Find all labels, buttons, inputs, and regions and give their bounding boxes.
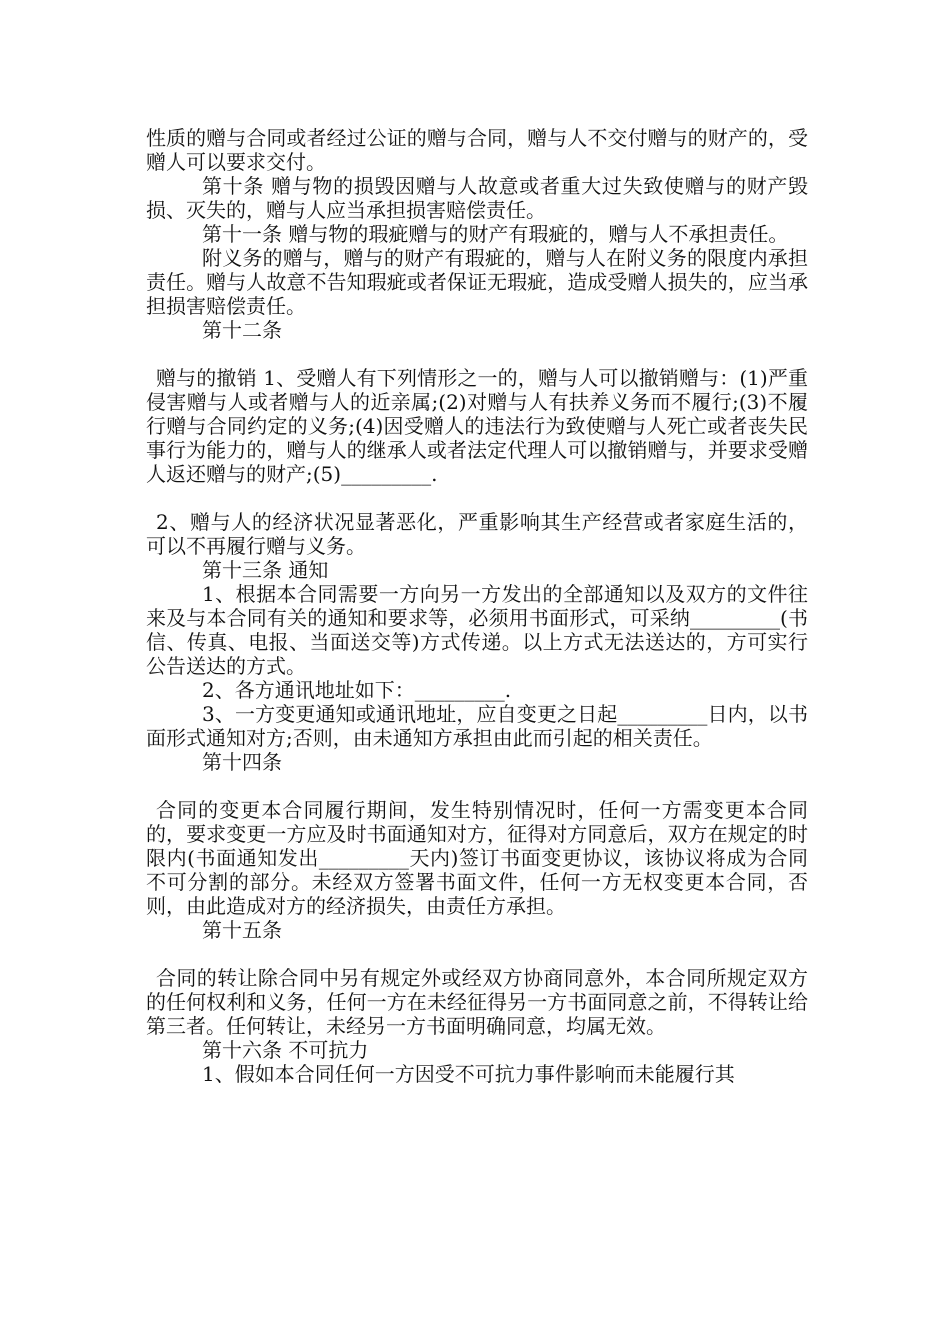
article-15-heading: 第十五条 [202,918,282,942]
article-12-clause-1: 赠与的撤销 1、受赠人有下列情形之一的，赠与人可以撤销赠与：(1)严重侵害赠与人或者赠与人的近亲属;(2)对赠与人有扶养义务而不履行;(3)不履行赠与合同约定的义务;(4)因受赠人的违法行为致使赠与人死亡或者丧失民事行为能力的，赠与人的继承人或者法定代理人可以撤销赠与，并要求受赠人返还赠与的财产;(5)_________. [146,366,808,486]
article-14-heading: 第十四条 [202,750,282,774]
article-13-heading: 第十三条 通知 [202,558,329,582]
article-11-paragraph-2: 附义务的赠与，赠与的财产有瑕疵的，赠与人在附义务的限度内承担责任。赠与人故意不告知瑕疵或者保证无瑕疵，造成受赠人损失的，应当承担损害赔偿责任。 [146,246,808,318]
spacer [146,942,808,966]
spacer [146,342,808,366]
article-16-heading: 第十六条 不可抗力 [202,1038,369,1062]
article-11: 第十一条 赠与物的瑕疵赠与的财产有瑕疵的，赠与人不承担责任。 [202,222,789,246]
spacer [146,486,808,510]
article-14-body: 合同的变更本合同履行期间，发生特别情况时，任何一方需变更本合同的，要求变更一方应及时书面通知对方，征得对方同意后，双方在规定的时限内(书面通知发出_________天内)签订书面变更协议，该协议将成为合同不可分割的部分。未经双方签署书面文件，任何一方无权变更本合同，否则，由此造成对方的经济损失，由责任方承担。 [146,798,808,918]
article-10: 第十条 赠与物的损毁因赠与人故意或者重大过失致使赠与的财产毁损、灭失的，赠与人应当承担损害赔偿责任。 [146,174,808,222]
spacer [146,774,808,798]
article-13-clause-3: 3、一方变更通知或通讯地址，应自变更之日起_________日内，以书面形式通知对方;否则，由未通知方承担由此而引起的相关责任。 [146,702,808,750]
article-13-clause-2: 2、各方通讯地址如下：_________. [202,678,512,702]
paragraph-1: 性质的赠与合同或者经过公证的赠与合同，赠与人不交付赠与的财产的，受赠人可以要求交付。 [146,126,808,174]
article-16-clause-1: 1、假如本合同任何一方因受不可抗力事件影响而未能履行其 [202,1062,735,1086]
article-15-body: 合同的转让除合同中另有规定外或经双方协商同意外，本合同所规定双方的任何权利和义务，任何一方在未经征得另一方书面同意之前，不得转让给第三者。任何转让，未经另一方书面明确同意，均属无效。 [146,966,808,1038]
article-12-heading: 第十二条 [202,318,282,342]
article-12-clause-2: 2、赠与人的经济状况显著恶化，严重影响其生产经营或者家庭生活的，可以不再履行赠与义务。 [146,510,808,558]
article-13-clause-1: 1、根据本合同需要一方向另一方发出的全部通知以及双方的文件往来及与本合同有关的通知和要求等，必须用书面形式，可采纳_________(书信、传真、电报、当面送交等)方式传递。以上方式无法送达的，方可实行公告送达的方式。 [146,582,808,678]
document-page [146,126,808,1086]
